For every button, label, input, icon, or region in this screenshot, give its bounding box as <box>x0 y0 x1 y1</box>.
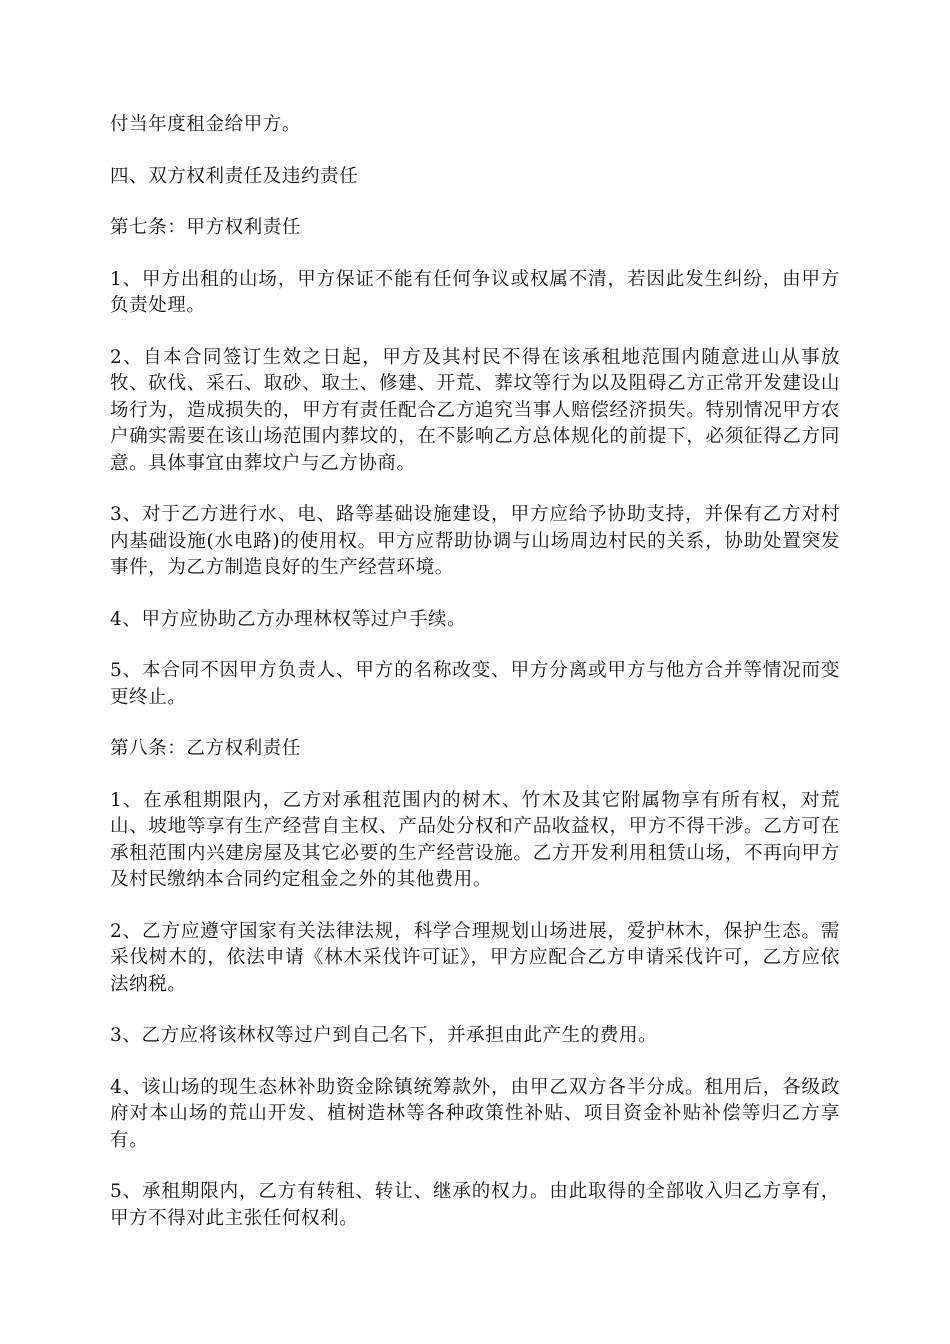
paragraph-rent-payment: 付当年度租金给甲方。 <box>110 114 302 135</box>
article-8-clause-2: 2、乙方应遵守国家有关法律法规，科学合理规划山场进展，爱护林木，保护生态。需采伐树木的，依法申请《林木采伐许可证》，甲方应配合乙方申请采伐许可，乙方应依法纳税。 <box>110 920 840 995</box>
article-8-clause-4: 4、该山场的现生态林补助资金除镇统筹款外，由甲乙双方各半分成。租用后，各级政府对本山场的荒山开发、植树造林等各种政策性补贴、项目资金补贴补偿等归乙方享有。 <box>110 1076 840 1151</box>
document-page <box>110 112 840 1257</box>
article-7-heading: 第七条：甲方权利责任 <box>110 217 302 238</box>
article-7-clause-1: 1、甲方出租的山场，甲方保证不能有任何争议或权属不清，若因此发生纠纷，由甲方负责处理。 <box>110 268 840 316</box>
article-8-clause-1: 1、在承租期限内，乙方对承租范围内的树木、竹木及其它附属物享有所有权，对荒山、坡地等享有生产经营自主权、产品处分权和产品收益权，甲方不得干涉。乙方可在承租范围内兴建房屋及其它必要的生产经营设施。乙方开发利用租赁山场，不再向甲方及村民缴纳本合同约定租金之外的其他费用。 <box>110 789 840 890</box>
article-7-clause-3: 3、对于乙方进行水、电、路等基础设施建设，甲方应给予协助支持，并保有乙方对村内基础设施(水电路)的使用权。甲方应帮助协调与山场周边村民的关系，协助处置突发事件，为乙方制造良好的生产经营环境。 <box>110 504 840 578</box>
article-7-clause-2: 2、自本合同签订生效之日起，甲方及其村民不得在该承租地范围内随意进山从事放牧、砍伐、采石、取砂、取土、修建、开荒、葬坟等行为以及阻碍乙方正常开发建设山场行为，造成损失的，甲方有责任配合乙方追究当事人赔偿经济损失。特别情况甲方农户确实需要在该山场范围内葬坟的，在不影响乙方总体规化的前提下，必须征得乙方同意。具体事宜由葬坟户与乙方协商。 <box>110 346 840 474</box>
article-8-clause-3: 3、乙方应将该林权等过户到自己名下，并承担由此产生的费用。 <box>110 1025 658 1046</box>
article-8-heading: 第八条：乙方权利责任 <box>110 738 302 759</box>
article-7-clause-5: 5、本合同不因甲方负责人、甲方的名称改变、甲方分离或甲方与他方合并等情况而变更终止。 <box>110 660 840 708</box>
section-heading-rights-liabilities: 四、双方权利责任及违约责任 <box>110 165 359 187</box>
article-7-clause-4: 4、甲方应协助乙方办理林权等过户手续。 <box>110 608 467 630</box>
article-8-clause-5: 5、承租期限内，乙方有转租、转让、继承的权力。由此取得的全部收入归乙方享有，甲方不得对此主张任何权利。 <box>110 1181 840 1229</box>
